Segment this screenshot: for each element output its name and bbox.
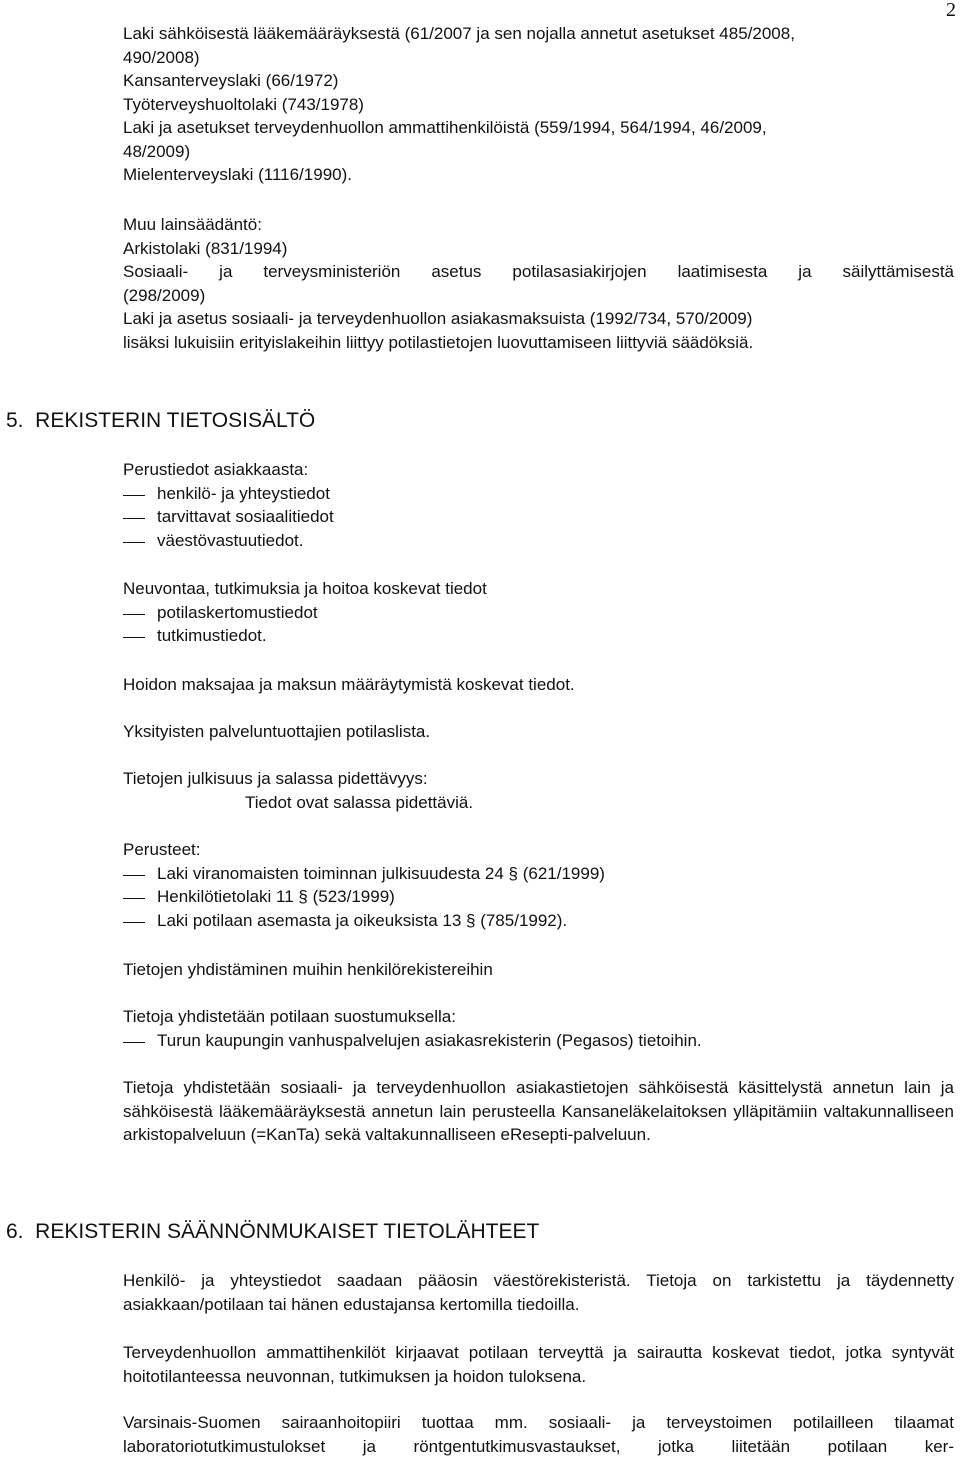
confidentiality-value: Tiedot ovat salassa pidettäviä. xyxy=(245,792,474,812)
section-5-heading: 5. REKISTERIN TIETOSISÄLTÖ xyxy=(6,409,316,432)
list-item: potilaskertomustiedot xyxy=(123,601,954,625)
confidentiality-heading: Tietojen julkisuus ja salassa pidettävyys: xyxy=(123,769,428,788)
basic-info xyxy=(123,458,954,552)
payer-info xyxy=(123,673,954,697)
list-item: Henkilötietolaki 11 § (523/1999) xyxy=(123,885,954,909)
law-line: Sosiaali- ja terveysministeriön asetus potilasasiakirjojen laatimisesta ja säilyttämisestä xyxy=(123,262,954,281)
sources-text: Terveydenhuollon ammattihenkilöt kirjaavat potilaan terveyttä ja sairautta koskevat tiedot, jotka syntyvät hoitotilanteessa neuvonnan, tutkimuksen ja hoidon tuloksena. xyxy=(123,1343,954,1386)
legal-basis-heading: Perusteet: xyxy=(123,840,201,859)
list-item: Turun kaupungin vanhuspalvelujen asiakasrekisterin (Pegasos) tietoihin. xyxy=(123,1029,954,1053)
counseling-heading: Neuvontaa, tutkimuksia ja hoitoa koskevat tiedot xyxy=(123,579,487,598)
page-number: 2 xyxy=(946,0,956,21)
payer-text: Hoidon maksajaa ja maksun määräytymistä koskevat tiedot. xyxy=(123,675,575,694)
law-line: 490/2008) xyxy=(123,47,200,67)
list-item: henkilö- ja yhteystiedot xyxy=(123,482,954,506)
law-line: Laki ja asetukset terveydenhuollon ammattihenkilöistä (559/1994, 564/1994, 46/2009, xyxy=(123,118,767,137)
sources-paragraph-3 xyxy=(123,1411,954,1458)
law-line: Laki sähköisestä lääkemääräyksestä (61/2007 ja sen nojalla annetut asetukset 485/2008, xyxy=(123,24,795,43)
other-legislation xyxy=(123,213,954,354)
sources-paragraph-2 xyxy=(123,1341,954,1388)
law-line: Arkistolaki (831/1994) xyxy=(123,238,288,258)
law-line: 48/2009) xyxy=(123,141,191,161)
counseling-info xyxy=(123,577,954,648)
consent-combining xyxy=(123,1005,954,1052)
list-item: Laki viranomaisten toiminnan julkisuudesta 24 § (621/1999) xyxy=(123,862,954,886)
list-item: väestövastuutiedot. xyxy=(123,529,954,553)
law-line: Mielenterveyslaki (1116/1990). xyxy=(123,165,352,184)
confidentiality xyxy=(123,767,954,814)
laws-list xyxy=(123,22,954,187)
law-line: (298/2009) xyxy=(123,285,206,305)
law-line: lisäksi lukuisiin erityislakeihin liittyy potilastietojen luovuttamiseen liittyviä säädöksiä. xyxy=(123,332,754,352)
law-line: Työterveyshuoltolaki (743/1978) xyxy=(123,94,364,114)
other-legislation-heading: Muu lainsäädäntö: xyxy=(123,215,262,234)
section-6-heading: 6. REKISTERIN SÄÄNNÖNMUKAISET TIETOLÄHTEET xyxy=(6,1220,540,1243)
sources-text: Henkilö- ja yhteystiedot saadaan pääosin väestörekisteristä. Tietoja on tarkistettu ja täydennetty asiakkaan/potilaan tai hänen edustajansa kertomilla tiedoilla. xyxy=(123,1271,954,1314)
sources-text: Varsinais-Suomen sairaanhoitopiiri tuottaa mm. sosiaali- ja terveystoimen potilailleen tilaamat laboratoriotutkimustulokset ja röntgentutkimusvastaukset, jotka liitetään potilaan ker- xyxy=(123,1413,954,1456)
private-providers xyxy=(123,720,954,744)
register-combining xyxy=(123,958,954,982)
consent-heading: Tietoja yhdistetään potilaan suostumuksella: xyxy=(123,1007,456,1026)
law-line: Laki ja asetus sosiaali- ja terveydenhuollon asiakasmaksuista (1992/734, 570/2009) xyxy=(123,309,753,328)
basic-info-heading: Perustiedot asiakkaasta: xyxy=(123,460,309,479)
sources-paragraph-1 xyxy=(123,1269,954,1316)
legal-basis xyxy=(123,838,954,932)
private-providers-text: Yksityisten palveluntuottajien potilaslista. xyxy=(123,722,431,741)
list-item: Laki potilaan asemasta ja oikeuksista 13 § (785/1992). xyxy=(123,909,954,933)
list-item: tarvittavat sosiaalitiedot xyxy=(123,505,954,529)
kanta-text: Tietoja yhdistetään sosiaali- ja terveydenhuollon asiakastietojen sähköisestä käsittelystä annetun lain ja sähköisestä lääkemääräyksestä annetun lain perusteella Kansaneläkelaitoksen ylläpitämiin valtakunnalliseen arkistopalveluun (=KanTa) sekä valtakunnalliseen eResepti-palveluun. xyxy=(123,1078,954,1144)
register-combining-heading: Tietojen yhdistäminen muihin henkilörekistereihin xyxy=(123,960,493,979)
kanta-paragraph xyxy=(123,1076,954,1147)
list-item: tutkimustiedot. xyxy=(123,624,954,648)
law-line: Kansanterveyslaki (66/1972) xyxy=(123,71,339,90)
